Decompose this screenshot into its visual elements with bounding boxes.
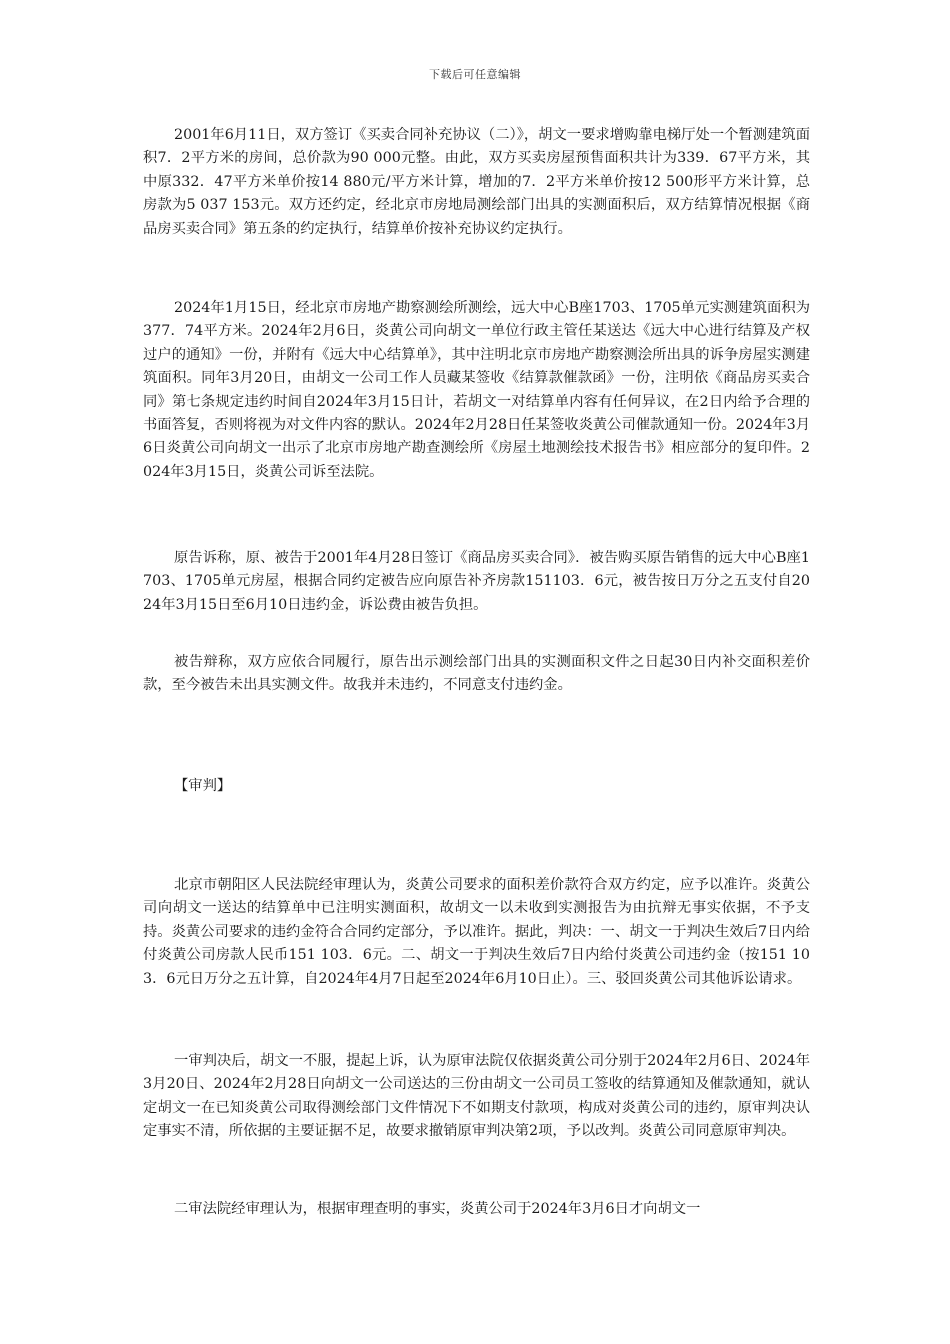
- paragraph-appeal: 一审判决后，胡文一不服，提起上诉，认为原审法院仅依据炎黄公司分别于2024年2月6日、2024年3月20日、2024年2月28日向胡文一公司送达的三份由胡文一公司员工签收的结算通知及催款通知，就认定胡文一在已知炎黄公司取得测绘部门文件情况下不如期支付款项，构成对炎黄公司的违约，原审判决认定事实不清，所依据的主要证据不足，故要求撤销原审判决第2项，予以改判。炎黄公司同意原审判决。: [143, 1053, 810, 1140]
- header-note: 下载后可任意编辑: [429, 68, 521, 81]
- paragraph-defendant-defense: 被告辩称，双方应依合同履行，原告出示测绘部门出具的实测面积文件之日起30日内补交面积差价款，至今被告未出具实测文件。故我并未违约，不同意支付违约金。: [143, 654, 810, 694]
- section-heading-judgment: 【审判】: [174, 778, 232, 794]
- paragraph-supplement-agreement: 2001年6月11日，双方签订《买卖合同补充协议（二）》，胡文一要求增购靠电梯厅处一个暂测建筑面积7．2平方米的房间，总价款为90 000元整。由此，双方买卖房屋预售面积共计为339．67平方米，其中原332．47平方米单价按14 880元/平方米计算，增加的7．2平方米单价按12 500形平方米计算，总房款为5 037 153元。双方还约定，经北京市房地局测绘部门出具的实测面积后，双方结算情况根据《商品房买卖合同》第五条的约定执行，结算单价按补充协议约定执行。: [143, 127, 810, 237]
- paragraph-second-instance: 二审法院经审理认为，根据审理查明的事实，炎黄公司于2024年3月6日才向胡文一: [174, 1201, 701, 1217]
- paragraph-survey-and-notices: 2024年1月15日，经北京市房地产勘察测绘所测绘，远大中心B座1703、1705单元实测建筑面积为377．74平方米。2024年2月6日，炎黄公司向胡文一单位行政主管任某送达《远大中心进行结算及产权过户的通知》一份，并附有《远大中心结算单》，其中注明北京市房地产勘察测浍所出具的诉争房屋实测建筑面积。同年3月20日，由胡文一公司工作人员藏某签收《结算款催款函》一份，注明依《商品房买卖合同》第七条规定违约时间自2024年3月15日计，若胡文一对结算单内容有任何异议，在2日内给予合理的书面答复，否则将视为对文件内容的默认。2024年2月28日任某签收炎黄公司催款通知一份。2024年3月6日炎黄公司向胡文一出示了北京市房地产勘查测绘所《房屋土地测绘技术报告书》相应部分的复印件。2024年3月15日，炎黄公司诉至法院。: [143, 300, 810, 480]
- paragraph-first-instance-ruling: 北京市朝阳区人民法院经审理认为，炎黄公司要求的面积差价款符合双方约定，应予以准许。炎黄公司向胡文一送达的结算单中已注明实测面积，故胡文一以未收到实测报告为由抗辩无事实依据，不予支持。炎黄公司要求的违约金符合合同约定部分，予以准许。据此，判决：一、胡文一于判决生效后7日内给付炎黄公司房款人民币151 103．6元。二、胡文一于判决生效后7日内给付炎黄公司违约金（按151 103．6元日万分之五计算，自2024年4月7日起至2024年6月10日止）。三、驳回炎黄公司其他诉讼请求。: [143, 877, 810, 987]
- paragraph-plaintiff-claim: 原告诉称，原、被告于2001年4月28日签订《商品房买卖合同》．被告购买原告销售的远大中心B座1703、1705单元房屋，根据合同约定被告应向原告补齐房款151103．6元，被告按日万分之五支付自2024年3月15日至6月10日违约金，诉讼费由被告负担。: [143, 550, 810, 613]
